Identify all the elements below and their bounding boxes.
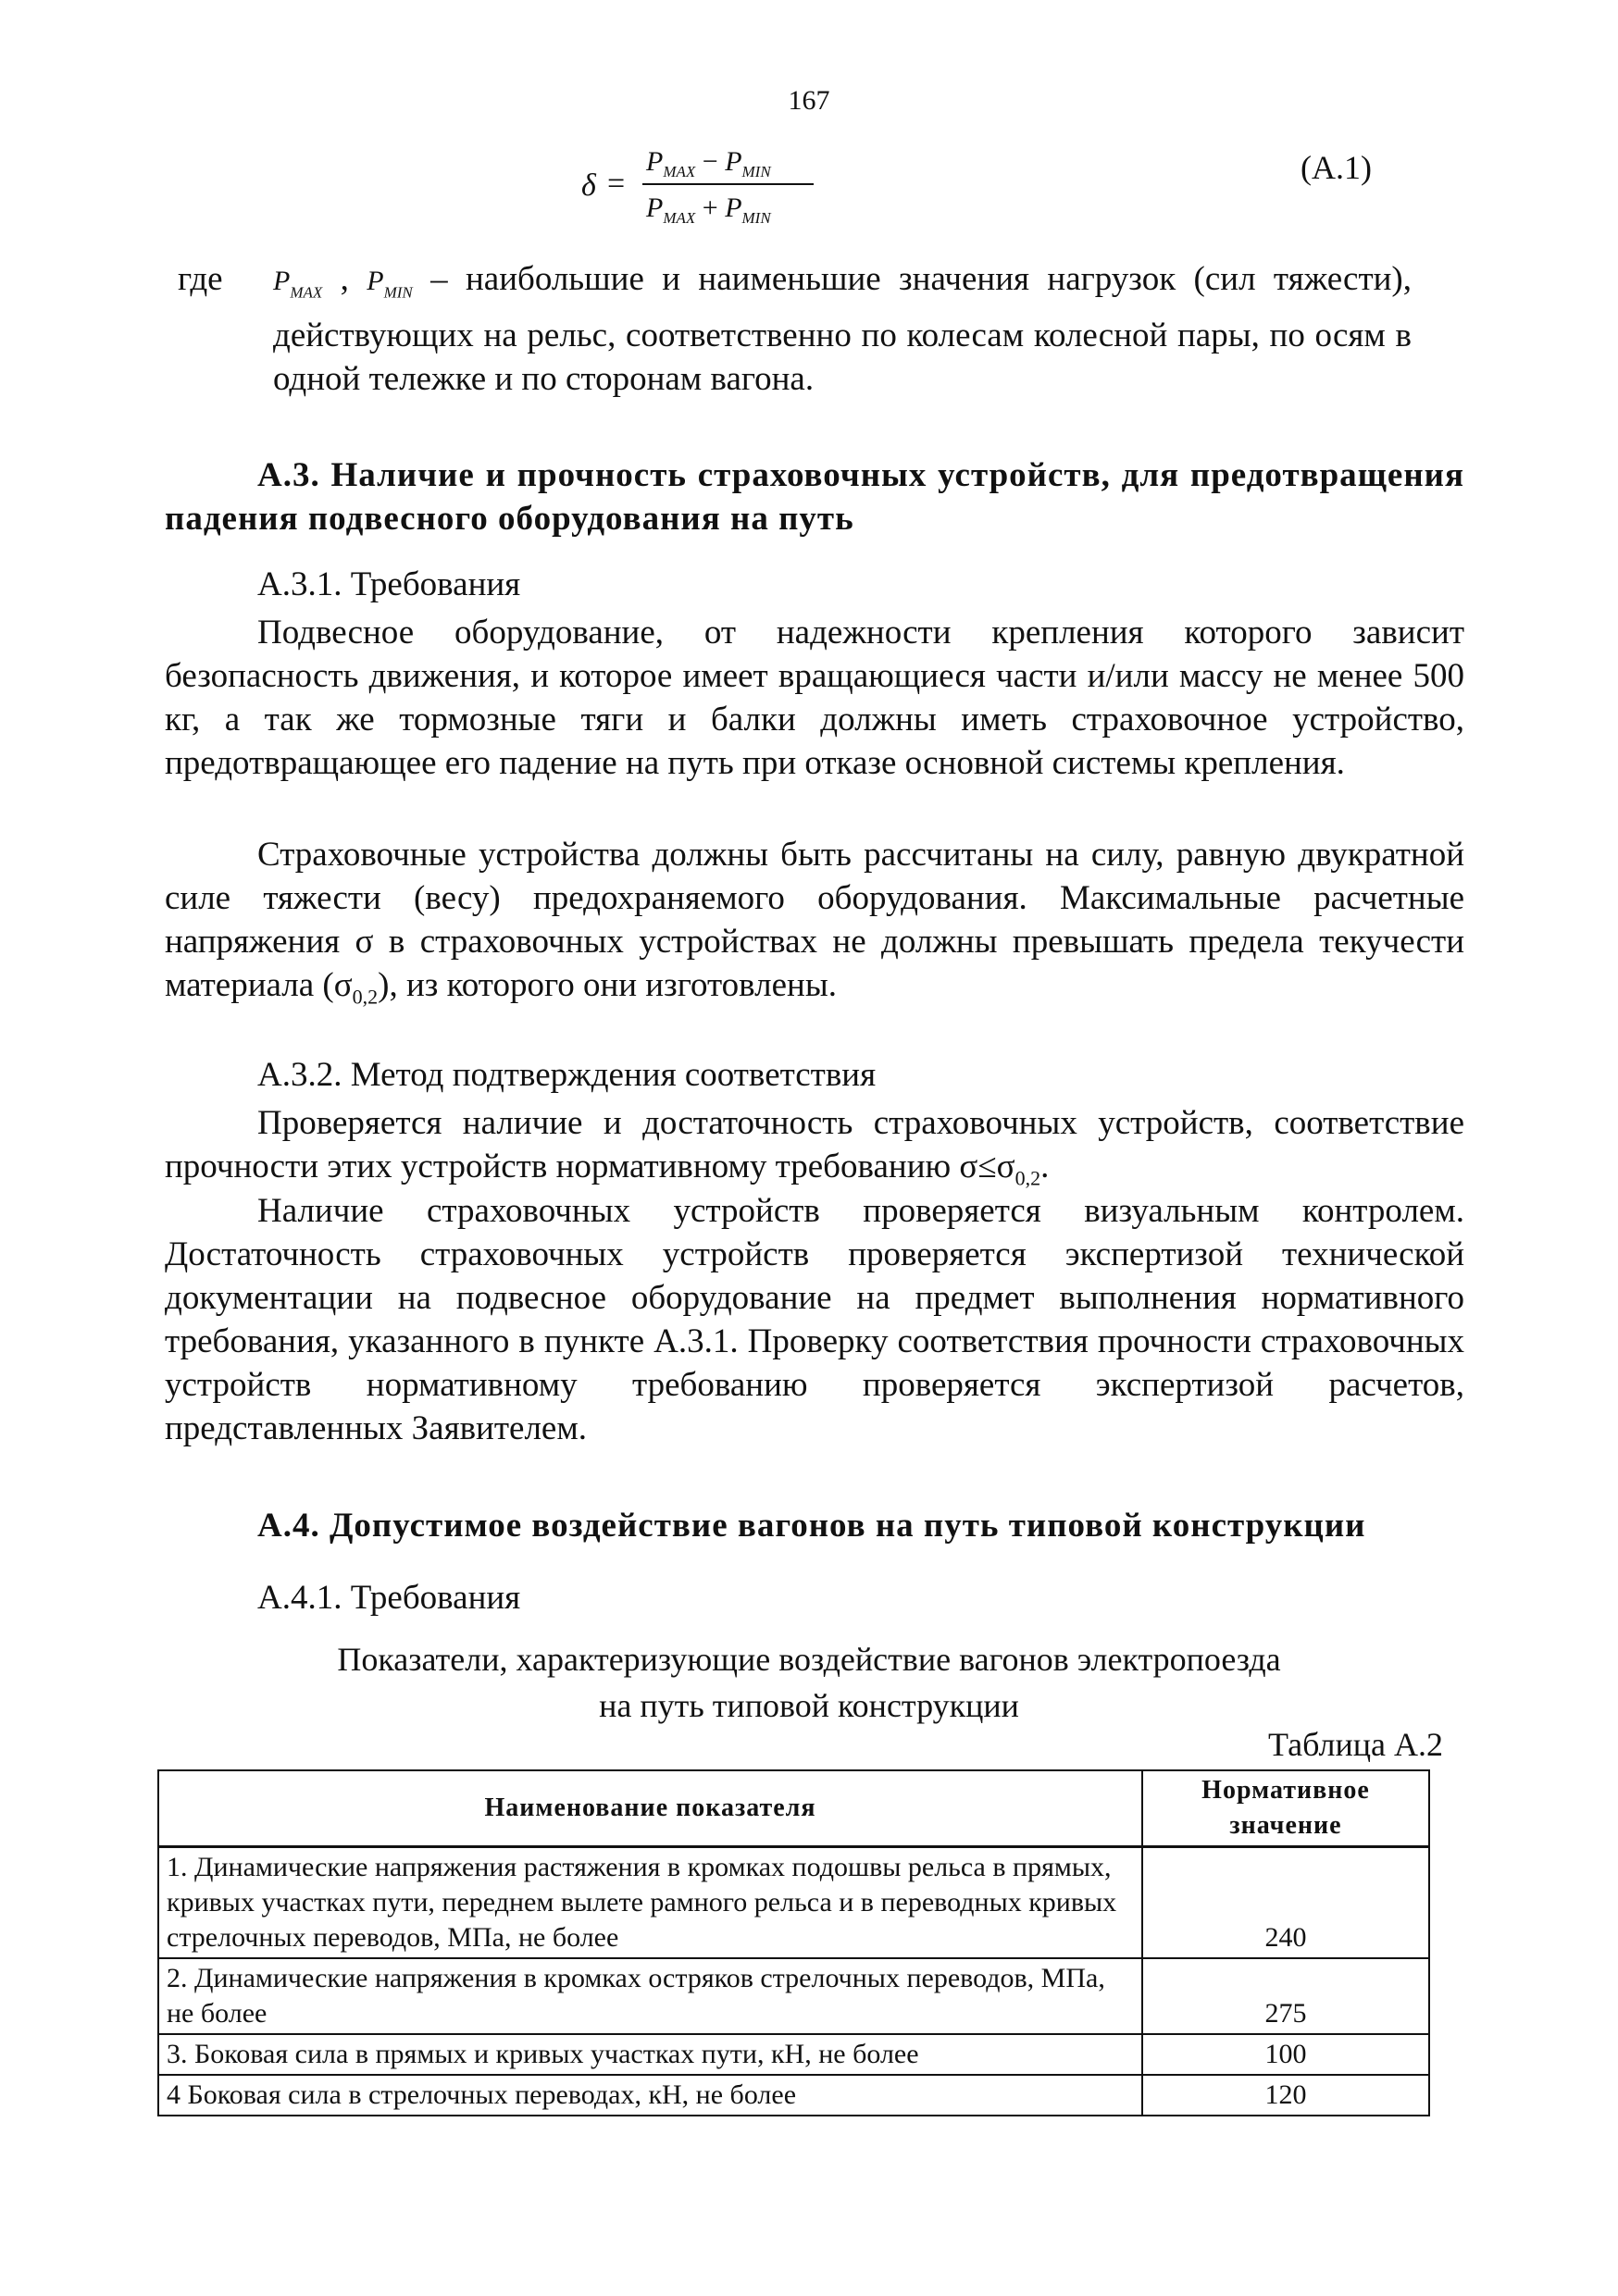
table-cell-name: 2. Динамические напряжения в кромках остряков стрелочных переводов, МПа, не более — [158, 1958, 1142, 2034]
numerator-p-max-sub: MAX — [663, 163, 696, 180]
table-cell-name: 4 Боковая сила в стрелочных переводах, кН, не более — [158, 2075, 1142, 2116]
section-a3-heading: А.3. Наличие и прочность страховочных устройств, для предотвращения падения подвесного оборудования на путь — [165, 456, 1464, 538]
denominator-p-min: P — [725, 192, 742, 223]
section-a3-1-paragraph-2 — [165, 833, 1464, 1018]
formula — [581, 148, 822, 241]
denominator-operator: + — [695, 192, 726, 223]
table-cell-name: 1. Динамические напряжения растяжения в кромках подошвы рельса в прямых, кривых участках пути, переднем вылете рамного рельса и в переводных кривых стрелочных переводов, МПа, не более — [158, 1847, 1142, 1959]
table-cell-value: 240 — [1142, 1847, 1429, 1959]
table-header-indicator: Наименование показателя — [158, 1770, 1142, 1847]
formula-denominator — [646, 192, 771, 228]
page-number: 167 — [788, 85, 830, 116]
where-keyword: где — [178, 260, 223, 298]
table-cell-name: 3. Боковая сила в прямых и кривых участках пути, кН, не более — [158, 2034, 1142, 2075]
formula-number: (А.1) — [1301, 149, 1372, 186]
numerator-p-min-sub: MIN — [741, 163, 771, 180]
paragraph-2-sub: 0,2 — [352, 985, 379, 1009]
numerator-p-min: P — [725, 146, 742, 177]
fraction-bar — [642, 183, 814, 185]
section-a3-2-paragraph-2: Наличие страховочных устройств проверяется визуальным контролем. Достаточность страховочных устройств проверяется экспертизой технической документации на подвесное оборудование на предмет выполнения нормативного требования, указанного в пункте А.3.1. Проверку соответствия прочности страховочных устройств нормативному требованию проверяется экспертизой расчетов, представленных Заявителем. — [165, 1192, 1464, 1447]
denominator-p-min-sub: MIN — [741, 209, 771, 227]
indicators-table — [157, 1769, 1430, 2116]
section-a4-1-title: А.4.1. Требования — [257, 1579, 521, 1617]
section-a3-1-paragraph-1: Подвесное оборудование, от надежности крепления которого зависит безопасность движения, и которое имеет вращающиеся части и/или массу не менее 500 кг, а так же тормозные тяги и балки должны иметь страховочное устройство, предотвращающее его падение на путь при отказе основной системы крепления. — [165, 614, 1464, 782]
paragraph-2-text-b: ), из которого они изготовлены. — [378, 966, 837, 1004]
where-p-max-sub: MAX — [290, 283, 323, 302]
table-cell-value: 275 — [1142, 1958, 1429, 2034]
table-label: Таблица А.2 — [1268, 1726, 1443, 1763]
where-text: – наибольшие и наименьшие значения нагрузок (сил тяжести), действующих на рельс, соответственно по колесам колесной пары, по осям в одной тележке и по сторонам вагона. — [273, 260, 1412, 399]
table-cell-value: 100 — [1142, 2034, 1429, 2075]
formula-delta: δ — [581, 168, 596, 203]
numerator-p-max: P — [646, 146, 664, 177]
section-a3-2-paragraph-1 — [165, 1101, 1464, 1199]
denominator-p-max: P — [646, 192, 664, 223]
section-a3-1-title: А.3.1. Требования — [257, 565, 521, 603]
formula-numerator — [646, 146, 771, 181]
paragraph-3-text-b: . — [1040, 1148, 1050, 1185]
where-p-min-sub: MIN — [383, 283, 413, 302]
section-a4-heading: А.4. Допустимое воздействие вагонов на путь типовой конструкции — [257, 1507, 1366, 1545]
table-row — [158, 2034, 1429, 2075]
paragraph-3-text-a: Проверяется наличие и достаточность страховочных устройств, соответствие прочности этих устройств нормативному требованию σ≤σ — [165, 1104, 1464, 1185]
table-row — [158, 1958, 1429, 2034]
where-separator: , — [322, 260, 367, 298]
table-header-value: Нормативное значение — [1142, 1770, 1429, 1847]
numerator-operator: − — [695, 146, 726, 177]
paragraph-2-text-a: Страховочные устройства должны быть рассчитаны на силу, равную двукратной силе тяжести (весу) предохраняемого оборудования. Максимальные расчетные напряжения σ в страховочных устройствах не должны превышать предела текучести материала (σ — [165, 836, 1464, 1004]
formula-equals: = — [607, 167, 626, 201]
table-caption-line-1: Показатели, характеризующие воздействие вагонов электропоезда — [337, 1641, 1281, 1678]
table-caption-line-2: на путь типовой конструкции — [599, 1687, 1019, 1724]
where-explanation — [273, 257, 1412, 401]
table-caption — [0, 1636, 1618, 1729]
table-row — [158, 1847, 1429, 1959]
paragraph-3-sub: 0,2 — [1014, 1166, 1041, 1190]
where-p-max: P — [273, 266, 291, 296]
section-a3-2-title: А.3.2. Метод подтверждения соответствия — [257, 1056, 877, 1094]
table-row — [158, 2075, 1429, 2116]
denominator-p-max-sub: MAX — [663, 209, 696, 227]
where-p-min: P — [367, 266, 384, 296]
table-cell-value: 120 — [1142, 2075, 1429, 2116]
table-header-row — [158, 1770, 1429, 1847]
